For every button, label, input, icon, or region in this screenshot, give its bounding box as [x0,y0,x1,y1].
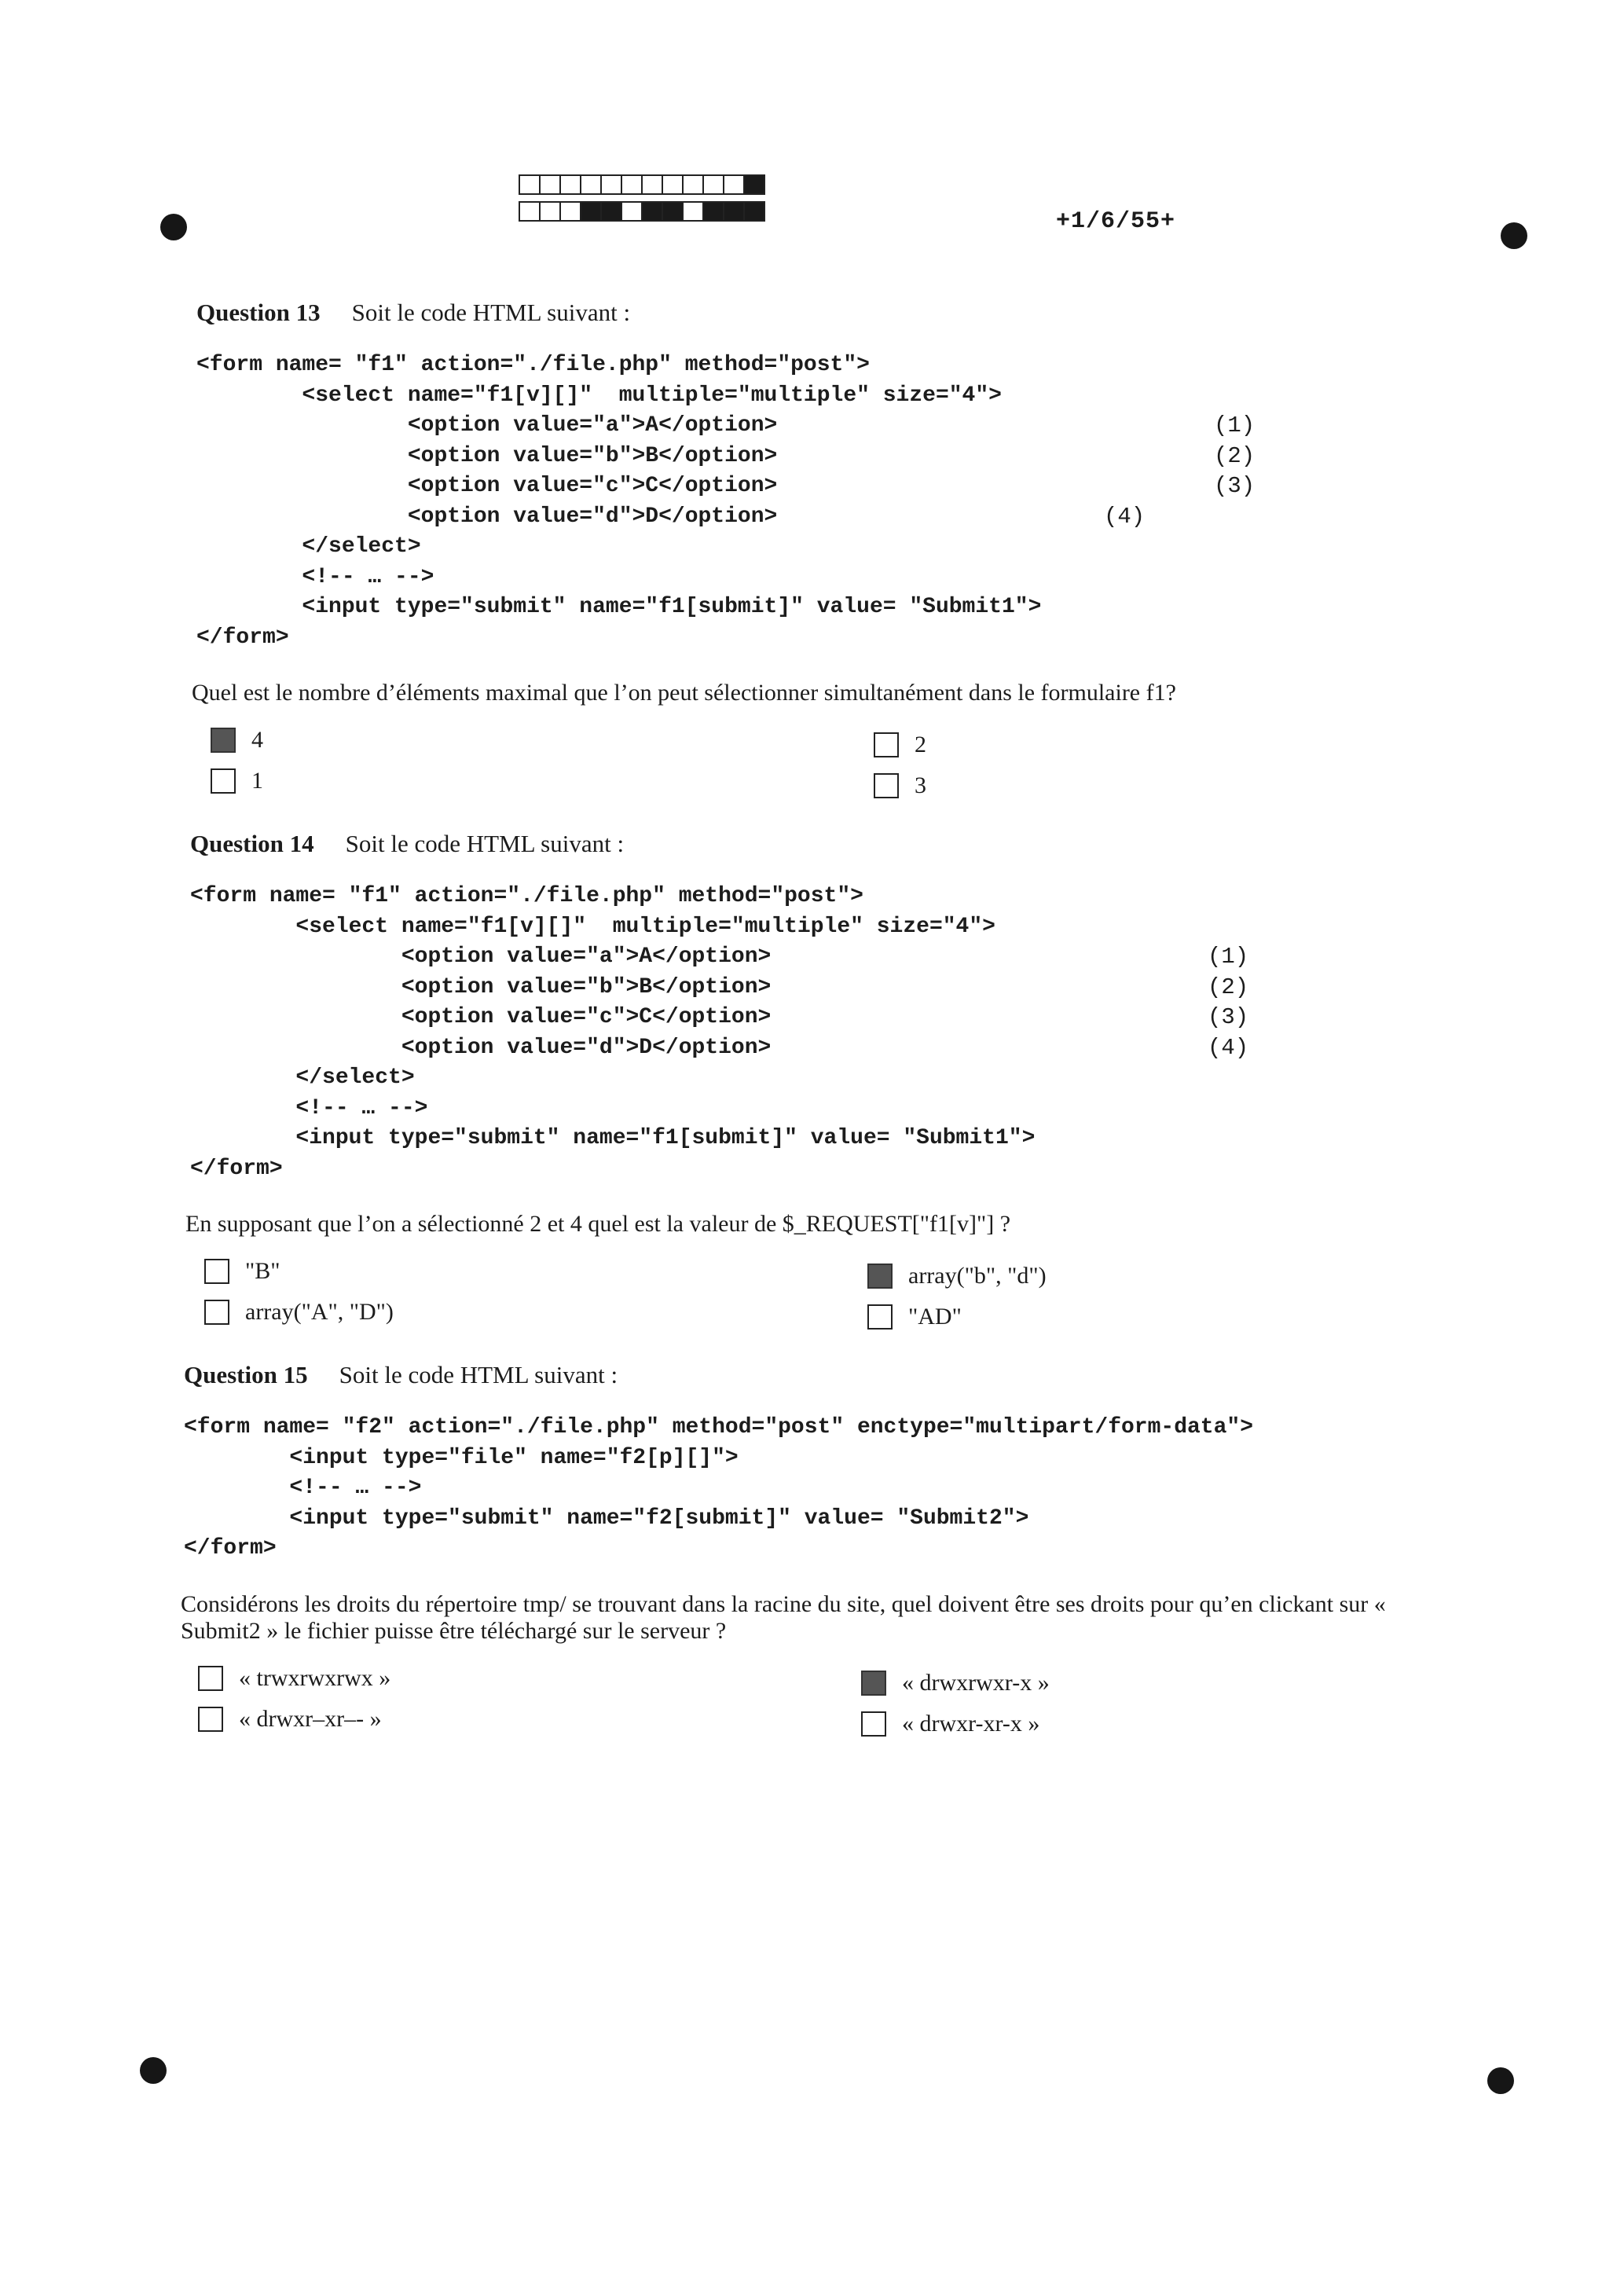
code-text: <option value="b">B</option> [196,443,778,468]
code-text: <input type="submit" name="f1[submit]" value= "Submit1"> [196,595,1042,619]
code-text: <!-- … --> [190,1095,428,1120]
code-line [190,912,1035,943]
code-line [196,350,1176,381]
checkbox-answer-1[interactable] [198,1666,223,1691]
option-number-marker: (1) [1208,944,1249,970]
answer-label: 4 [251,727,263,753]
code-text: <form name= "f2" action="./file.php" method="post" enctype="multipart/form-data"> [184,1415,1254,1440]
code-line [196,471,1256,502]
barcode-cell [519,174,541,195]
barcode-cell [600,174,622,195]
question-label: Question 13 [196,299,321,326]
code-text: <!-- … --> [196,564,434,589]
barcode-cell [662,174,684,195]
option-number-marker: (4) [1208,1034,1249,1061]
answer-label: « drwxr–xr–- » [239,1705,382,1732]
code-block [184,1413,1469,1564]
code-line [196,502,1176,533]
code-text: </select> [190,1065,415,1090]
barcode-cell [743,201,765,222]
answer-options [190,1258,1047,1344]
question-15 [181,1361,1469,1751]
question-heading [196,299,1176,327]
question-intro: Soit le code HTML suivant : [339,1361,618,1388]
answer-label: "B" [245,1258,280,1284]
code-line [196,532,1176,563]
barcode-cell [743,174,765,195]
code-line [190,942,1249,973]
answer-label: « drwxrwxr-x » [902,1669,1050,1696]
code-line [184,1473,1469,1504]
barcode-row-2 [519,201,764,222]
option-number-marker: (3) [1208,1004,1249,1030]
code-text: </form> [196,625,289,650]
checkbox-answer-2[interactable] [211,768,236,794]
barcode-cell [539,201,561,222]
answer-label: "AD" [908,1304,962,1330]
answer-option[interactable] [204,1258,280,1285]
barcode-cell [580,174,602,195]
code-text: <option value="d">D</option> [190,1035,772,1060]
code-text: <input type="submit" name="f2[submit]" value= "Submit2"> [184,1506,1029,1531]
barcode-cell [621,201,643,222]
registration-mark-top-left [160,214,187,240]
code-block [190,882,1249,1184]
code-text: <!-- … --> [184,1476,422,1500]
answer-label: « trwxrwxrwx » [239,1664,391,1691]
code-line [190,882,1035,912]
question-intro: Soit le code HTML suivant : [351,299,631,326]
option-number-marker: (1) [1214,413,1256,438]
code-text: <option value="b">B</option> [190,974,772,999]
sheet-barcode [519,174,764,228]
answer-label: 3 [915,772,926,798]
code-line [190,1063,1035,1094]
checkbox-answer-3[interactable] [867,1264,893,1289]
barcode-cell [539,174,561,195]
answer-option[interactable] [867,1263,1047,1289]
code-text: <form name= "f1" action="./file.php" method="post"> [190,884,863,908]
barcode-cell [621,174,643,195]
barcode-cell [559,201,581,222]
registration-mark-bottom-left [140,2057,167,2084]
question-label: Question 14 [190,830,314,857]
code-text: <input type="submit" name="f1[submit]" value= "Submit1"> [190,1126,1036,1150]
answer-label: 1 [251,768,263,794]
barcode-cell [662,201,684,222]
barcode-cell [723,174,745,195]
code-line [190,1154,1035,1185]
option-number-marker: (3) [1214,473,1256,499]
code-line [196,563,1176,593]
option-number-marker: (2) [1214,442,1256,469]
code-line [190,1033,1249,1064]
answer-label: array("A", "D") [245,1299,394,1325]
question-prompt: Considérons les droits du répertoire tmp/ se trouvant dans la racine du site, quel doivent être ses droits pour qu’en clickant sur « Submit2 » le fichier puisse être téléchargé sur le serveur ? [181,1590,1386,1644]
barcode-cell [682,201,704,222]
question-heading [190,830,1035,858]
barcode-cell [723,201,745,222]
barcode-cell [641,174,663,195]
answer-label: 2 [915,732,926,757]
code-line [190,1094,1035,1124]
checkbox-answer-1[interactable] [204,1259,229,1284]
question-13 [192,299,1256,813]
question-label: Question 15 [184,1361,308,1388]
barcode-cell [580,201,602,222]
sheet-id: +1/6/55+ [1056,208,1176,235]
code-block [196,350,1256,653]
code-text: <input type="file" name="f2[p][]"> [184,1445,739,1470]
checkbox-answer-1[interactable] [211,728,236,753]
code-text: <select name="f1[v][]" multiple="multiple" size="4"> [196,383,1002,408]
code-text: <form name= "f1" action="./file.php" method="post"> [196,353,870,377]
answer-option[interactable] [198,1665,390,1692]
question-intro: Soit le code HTML suivant : [345,830,625,857]
barcode-row-1 [519,174,764,195]
question-heading [184,1361,1469,1389]
answer-option[interactable] [861,1670,1050,1696]
checkbox-answer-2[interactable] [198,1707,223,1732]
code-text: </form> [184,1536,277,1561]
question-prompt: Quel est le nombre d’éléments maximal que l’on peut sélectionner simultanément dans le formulaire f1? [192,680,1176,706]
code-line [190,973,1249,1003]
code-text: </form> [190,1156,283,1181]
question-prompt: En supposant que l’on a sélectionné 2 et 4 quel est la valeur de $_REQUEST["f1[v]"] ? [185,1211,1011,1237]
checkbox-answer-2[interactable] [204,1300,229,1325]
answer-option[interactable] [211,768,263,794]
code-line [196,592,1176,623]
code-text: <option value="c">C</option> [190,1005,772,1029]
barcode-cell [702,201,724,222]
code-line [184,1534,1469,1564]
checkbox-answer-4[interactable] [867,1304,893,1330]
checkbox-answer-3[interactable] [861,1671,886,1696]
answer-option[interactable] [204,1299,394,1326]
answer-label: array("b", "d") [908,1263,1047,1289]
code-line [184,1413,1469,1443]
answer-option[interactable] [874,772,926,799]
barcode-cell [702,174,724,195]
code-line [196,442,1256,472]
option-number-marker: (4) [1104,503,1146,530]
code-line [196,623,1176,654]
barcode-cell [600,201,622,222]
code-line [190,1124,1035,1154]
registration-mark-top-right [1501,222,1527,249]
code-text: </select> [196,534,421,559]
code-text: <option value="d">D</option> [196,504,778,529]
answer-option[interactable] [867,1304,962,1330]
code-text: <option value="a">A</option> [196,413,778,438]
answer-option[interactable] [861,1711,1039,1737]
barcode-cell [641,201,663,222]
answer-label: « drwxr-xr-x » [902,1710,1040,1737]
code-line [196,381,1176,412]
code-line [196,411,1256,442]
question-14 [185,830,1249,1344]
barcode-cell [682,174,704,195]
answer-option[interactable] [211,727,263,754]
checkbox-answer-3[interactable] [874,732,899,757]
code-line [184,1443,1469,1474]
option-number-marker: (2) [1208,974,1249,1000]
answer-option[interactable] [198,1706,382,1733]
barcode-cell [519,201,541,222]
answer-options [196,727,1176,813]
code-line [190,1003,1249,1033]
registration-mark-bottom-right [1487,2067,1514,2094]
code-line [184,1504,1469,1535]
code-text: <select name="f1[v][]" multiple="multiple" size="4"> [190,914,995,939]
answer-options [184,1665,1469,1751]
code-text: <option value="c">C</option> [196,474,778,498]
code-text: <option value="a">A</option> [190,944,772,969]
checkbox-answer-4[interactable] [861,1711,886,1737]
barcode-cell [559,174,581,195]
answer-option[interactable] [874,732,926,758]
checkbox-answer-4[interactable] [874,773,899,798]
